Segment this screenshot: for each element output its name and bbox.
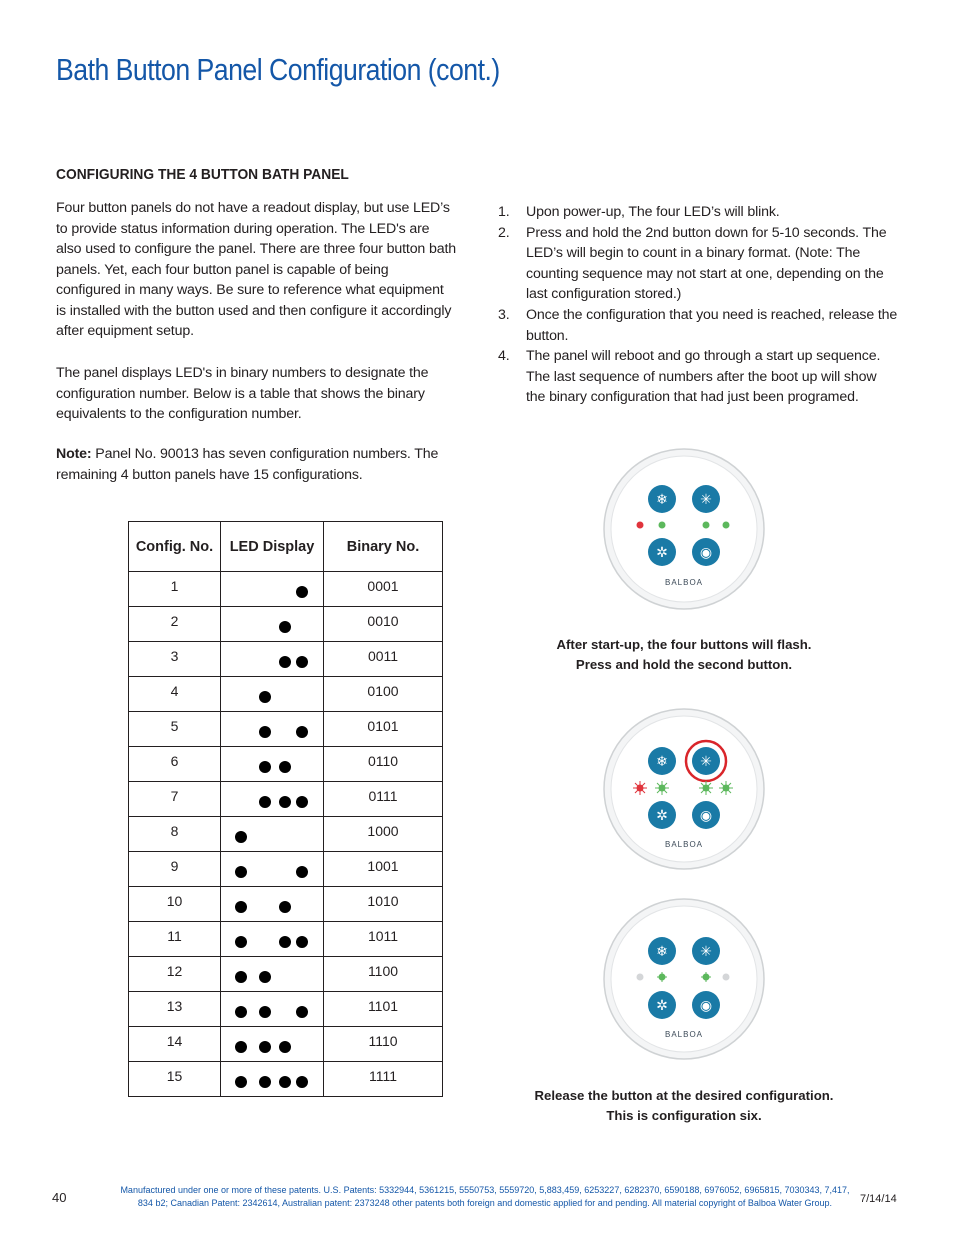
led-display-cell (221, 677, 324, 712)
binary-number: 0011 (367, 648, 399, 664)
table-row (129, 642, 443, 677)
binary-number-cell (324, 677, 443, 712)
svg-text:❄: ❄ (656, 944, 668, 960)
binary-number-cell (324, 817, 443, 852)
binary-number: 0101 (367, 718, 399, 734)
section-heading: CONFIGURING THE 4 BUTTON BATH PANEL (56, 166, 349, 183)
led-display-cell (221, 572, 324, 607)
step-item (498, 346, 898, 408)
led-dot (259, 971, 271, 983)
config-number: 11 (167, 928, 182, 944)
config-number: 7 (170, 788, 179, 804)
patent-notice (112, 1184, 858, 1209)
config-number: 15 (166, 1068, 183, 1084)
led-2-blinking (655, 781, 669, 795)
led-dot (279, 901, 291, 913)
led-4 (723, 522, 730, 529)
svg-text:✲: ✲ (656, 998, 668, 1014)
led-dot (296, 936, 308, 948)
led-dot (296, 656, 308, 668)
config-number: 4 (170, 683, 179, 699)
led-dot (259, 796, 271, 808)
revision-date: 7/14/14 (860, 1193, 897, 1205)
svg-text:◉: ◉ (699, 808, 713, 824)
led-dot (235, 1076, 247, 1088)
binary-number: 0110 (367, 753, 399, 769)
led-dot (259, 1076, 271, 1088)
step-item (498, 223, 898, 305)
led-dot (296, 726, 308, 738)
svg-text:❄: ❄ (656, 492, 668, 508)
led-4-off (723, 974, 730, 981)
led-display-cell (221, 922, 324, 957)
config-number-cell (129, 992, 221, 1027)
table-row (129, 922, 443, 957)
step-item (498, 202, 898, 223)
note-paragraph (56, 444, 456, 485)
config-number: 2 (170, 613, 179, 629)
binary-number-cell (324, 922, 443, 957)
config-number-cell (129, 642, 221, 677)
led-display-cell (221, 782, 324, 817)
led-display-cell (221, 1027, 324, 1062)
note-text: Panel No. 90013 has seven configuration numbers. The remaining 4 button panels have 15 configurations. (56, 446, 439, 483)
caption-startup-line-2: Press and hold the second button. (575, 657, 793, 672)
svg-text:✲: ✲ (656, 808, 668, 824)
page-number: 40 (52, 1190, 67, 1205)
led-dot (235, 831, 247, 843)
caption-config-six-line-1: Release the button at the desired configuration. (534, 1088, 834, 1103)
table-row (129, 852, 443, 887)
patent-notice-line-1: Manufactured under one or more of these patents. U.S. Patents: 5332944, 5361215, 5550753, 5559720, 5,883,459, 6253227, 6282370, 6590188, 6976052, 6965815, 7030343, 7,417, (120, 1185, 850, 1195)
led-dot (235, 1006, 247, 1018)
table-row (129, 1027, 443, 1062)
config-number: 9 (170, 858, 179, 874)
config-number-cell (129, 887, 221, 922)
button-3 (648, 538, 676, 566)
brand-logo: BALBOA (664, 840, 704, 849)
config-number-cell (129, 782, 221, 817)
caption-startup-line-1: After start-up, the four buttons will flash. (556, 637, 812, 652)
caption-config-six-line-2: This is configuration six. (606, 1108, 762, 1123)
led-dot (296, 866, 308, 878)
led-display-cell (221, 887, 324, 922)
led-3 (703, 522, 710, 529)
intro-paragraph-2: The panel displays LED's in binary numbers to designate the configuration number. Below is a table that shows the binary equivalents to the configuration number. (56, 365, 429, 422)
led-dot (259, 691, 271, 703)
config-number: 8 (170, 823, 179, 839)
panel-figure-press-hold (602, 707, 766, 871)
led-1-off (637, 974, 644, 981)
page-title: Bath Button Panel Configuration (cont.) (56, 52, 500, 87)
led-display-cell (221, 747, 324, 782)
table-row (129, 677, 443, 712)
step-text: The panel will reboot and go through a start up sequence. The last sequence of numbers after the boot up will show the binary configuration that had just been programed. (526, 348, 881, 406)
button-4 (692, 991, 720, 1019)
svg-text:❄: ❄ (656, 754, 668, 770)
steps-list (498, 202, 898, 408)
step-number: 1. (498, 204, 510, 220)
config-number: 5 (170, 718, 179, 734)
led-display-cell (221, 957, 324, 992)
led-display-cell (221, 607, 324, 642)
binary-number-cell (324, 642, 443, 677)
step-number: 3. (498, 306, 510, 323)
binary-number-cell (324, 852, 443, 887)
config-number-cell (129, 817, 221, 852)
table-row (129, 747, 443, 782)
binary-number: 1010 (367, 893, 399, 909)
led-dot (296, 586, 308, 598)
caption-startup (484, 635, 884, 675)
led-4-blinking (719, 781, 733, 795)
brand-logo: BALBOA (664, 1030, 704, 1039)
binary-number-cell (324, 957, 443, 992)
table-row (129, 1062, 443, 1097)
table-row (129, 712, 443, 747)
step-text: Press and hold the 2nd button down for 5-10 seconds. The LED’s will begin to count in a binary format. (Note: The counting sequence may not start at one, depending on the last configuration stored.) (526, 224, 887, 303)
intro-paragraph-1: Four button panels do not have a readout display, but use LED’s to provide status information during operation. The LED's are also used to configure the panel. There are three four button bath panels. Yet, each four button panel is capable of being configured in many ways. Be sure to reference what equipment is installed with the button used and then configure it accordingly after equipment setup. (56, 200, 456, 339)
binary-number: 1101 (367, 998, 399, 1014)
config-number-cell (129, 852, 221, 887)
svg-text:✳: ✳ (700, 944, 712, 960)
header-binary-no: Binary No. (324, 522, 443, 572)
svg-text:✲: ✲ (656, 545, 668, 561)
config-number: 6 (170, 753, 179, 769)
binary-number-cell (324, 1062, 443, 1097)
patent-notice-line-2: 834 b2; Canadian Patent: 2342614, Australian patent: 2373248 other patents both foreign and domestic applied for and pending. All material copyright of Balboa Water Group. (137, 1197, 833, 1208)
button-2 (692, 747, 720, 775)
led-dot (235, 1041, 247, 1053)
config-number-cell (129, 922, 221, 957)
button-3 (648, 991, 676, 1019)
config-number: 1 (170, 578, 179, 594)
config-number-cell (129, 572, 221, 607)
led-dot (235, 866, 247, 878)
table-header-row (129, 522, 443, 572)
svg-text:✳: ✳ (700, 492, 712, 508)
panel-figure-startup (602, 447, 766, 611)
button-2 (692, 937, 720, 965)
table-row (129, 572, 443, 607)
binary-number-cell (324, 782, 443, 817)
button-1 (648, 485, 676, 513)
config-number: 13 (166, 998, 183, 1014)
button-4 (692, 538, 720, 566)
step-number: 4. (498, 348, 510, 365)
led-dot (259, 761, 271, 773)
step-text: Upon power-up, The four LED’s will blink. (526, 204, 780, 220)
config-table (128, 521, 443, 1097)
binary-number: 0010 (367, 613, 399, 629)
binary-number: 1100 (367, 963, 399, 979)
config-number: 10 (166, 893, 183, 909)
led-display-cell (221, 1062, 324, 1097)
led-dot (279, 761, 291, 773)
button-2 (692, 485, 720, 513)
step-text: Once the configuration that you need is reached, release the button. (526, 306, 898, 344)
svg-text:◉: ◉ (699, 998, 713, 1014)
led-dot (259, 1006, 271, 1018)
led-display-cell (221, 712, 324, 747)
led-dot (296, 1076, 308, 1088)
led-2 (659, 522, 666, 529)
table-row (129, 992, 443, 1027)
led-dot (259, 1041, 271, 1053)
table-row (129, 817, 443, 852)
brand-logo: BALBOA (664, 578, 704, 587)
led-dot (235, 936, 247, 948)
led-dot (279, 1041, 291, 1053)
step-item (498, 305, 898, 346)
config-number-cell (129, 1027, 221, 1062)
config-number-cell (129, 607, 221, 642)
button-1 (648, 747, 676, 775)
binary-number-cell (324, 992, 443, 1027)
led-1-blinking (633, 781, 647, 795)
binary-number-cell (324, 712, 443, 747)
config-number-cell (129, 677, 221, 712)
led-dot (296, 1006, 308, 1018)
led-display-cell (221, 852, 324, 887)
caption-config-six (484, 1086, 884, 1126)
table-row (129, 607, 443, 642)
panel-figure-config-six (602, 897, 766, 1061)
config-number: 12 (166, 963, 183, 979)
table-row (129, 782, 443, 817)
binary-number: 1011 (367, 928, 399, 944)
table-row (129, 887, 443, 922)
binary-number: 1111 (368, 1068, 398, 1084)
binary-number: 0100 (367, 683, 399, 699)
step-number: 2. (498, 224, 510, 241)
binary-number-cell (324, 572, 443, 607)
config-number-cell (129, 747, 221, 782)
svg-text:✳: ✳ (700, 754, 712, 770)
config-number-cell (129, 712, 221, 747)
binary-number: 1000 (367, 823, 399, 839)
led-dot (235, 971, 247, 983)
led-dot (279, 796, 291, 808)
svg-text:◉: ◉ (699, 545, 713, 561)
button-4 (692, 801, 720, 829)
led-3-blinking (699, 781, 713, 795)
note-label: Note: (56, 446, 92, 462)
led-dot (279, 621, 291, 633)
config-number-cell (129, 957, 221, 992)
binary-number-cell (324, 607, 443, 642)
config-number-cell (129, 1062, 221, 1097)
led-dot (259, 726, 271, 738)
led-display-cell (221, 992, 324, 1027)
table-row (129, 957, 443, 992)
led-dot (279, 936, 291, 948)
led-dot (296, 796, 308, 808)
led-display-cell (221, 642, 324, 677)
binary-number: 1001 (367, 858, 399, 874)
button-1 (648, 937, 676, 965)
binary-number: 0111 (368, 788, 398, 804)
button-3 (648, 801, 676, 829)
header-config-no: Config. No. (129, 522, 221, 572)
led-dot (279, 656, 291, 668)
binary-number-cell (324, 887, 443, 922)
binary-number: 1110 (368, 1033, 398, 1049)
config-number: 3 (170, 648, 179, 664)
config-number: 14 (166, 1033, 183, 1049)
led-1 (637, 522, 644, 529)
header-led-display: LED Display (221, 522, 324, 572)
led-dot (235, 901, 247, 913)
led-dot (279, 1076, 291, 1088)
led-display-cell (221, 817, 324, 852)
binary-number-cell (324, 1027, 443, 1062)
binary-number: 0001 (367, 578, 399, 594)
binary-number-cell (324, 747, 443, 782)
